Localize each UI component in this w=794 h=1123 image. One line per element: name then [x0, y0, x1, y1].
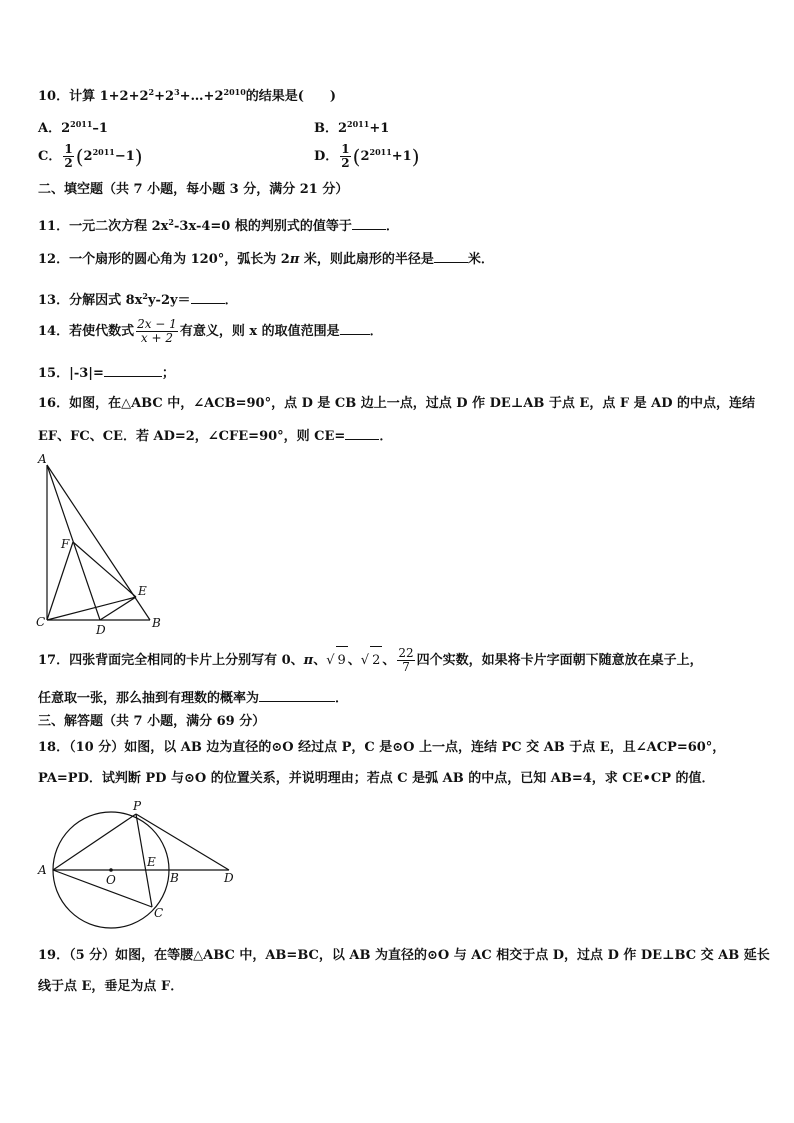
- option-label: B．: [314, 121, 338, 136]
- label-b: B: [152, 616, 161, 630]
- segment-pd: [136, 814, 229, 870]
- q10-option-c: [38, 143, 143, 170]
- section-3-heading: 三、解答题（共 7 小题，满分 69 分）: [38, 714, 266, 729]
- answer-blank: [345, 427, 379, 440]
- option-base: 2: [338, 121, 348, 136]
- segment-ab: [47, 465, 150, 620]
- option-base: 2: [61, 121, 71, 136]
- section-2-heading: 二、填空题（共 7 小题，每小题 3 分，满分 21 分）: [38, 182, 349, 197]
- label-b: B: [170, 871, 179, 885]
- paren-open: (: [75, 144, 84, 169]
- q16-text: EF、FC、CE．若 AD=2，∠CFE=90°，则 CE=: [38, 429, 346, 444]
- q17-line1: [38, 646, 703, 675]
- q15-end: ；: [161, 366, 175, 381]
- q17-end: ．: [335, 691, 349, 706]
- center-dot: [109, 868, 113, 872]
- q13-text: 13．分解因式 8x: [38, 293, 143, 308]
- exponent: 2011: [347, 119, 370, 129]
- numerator: 2x − 1: [137, 317, 177, 331]
- separator: 、: [313, 653, 327, 668]
- pi-symbol: π: [303, 653, 314, 668]
- denominator: 7: [402, 660, 410, 674]
- q10-option-d: [314, 143, 420, 170]
- sqrt-radicand: 2: [370, 646, 382, 675]
- q10-option-b: [314, 115, 389, 138]
- q19-line2: 线于点 E，垂足为点 F．: [38, 979, 184, 994]
- label-p: P: [133, 799, 142, 813]
- q11-end: ．: [385, 219, 399, 234]
- q12-text: 12．一个扇形的圆心角为 120°，弧长为 2: [38, 252, 290, 267]
- segment-ac: [53, 870, 152, 907]
- paren-open: (: [352, 144, 361, 169]
- segment-de: [100, 597, 136, 620]
- segment-fe: [73, 542, 136, 597]
- option-base: 2: [360, 149, 370, 164]
- q16-end: ．: [379, 429, 393, 444]
- q17-text: 17．四张背面完全相同的卡片上分别写有 0、: [38, 653, 304, 668]
- q13-end: ．: [224, 293, 238, 308]
- answer-blank: [259, 689, 335, 702]
- separator: 、: [347, 653, 361, 668]
- label-e: E: [147, 855, 156, 869]
- option-tail: +1: [391, 149, 412, 164]
- q16-line2: [38, 427, 392, 446]
- label-d: D: [224, 871, 234, 885]
- numerator: 1: [64, 142, 73, 156]
- sqrt-symbol: √: [360, 653, 370, 668]
- sqrt-radicand: 9: [336, 646, 348, 675]
- q18-line2: PA=PD．试判断 PD 与⊙O 的位置关系，并说明理由；若点 C 是弧 AB 的中点，已知 AB=4，求 CE•CP 的值．: [38, 771, 715, 786]
- fraction: [340, 143, 350, 170]
- q10-stem-part: 的结果是( ): [245, 89, 337, 104]
- q10-stem: [38, 83, 336, 106]
- pi-symbol: π: [289, 252, 300, 267]
- fraction: [136, 318, 178, 345]
- denominator: 2: [64, 156, 73, 170]
- paren-close: ): [411, 144, 420, 169]
- q14-end: ．: [369, 324, 383, 339]
- label-e: E: [138, 584, 147, 598]
- answer-blank: [352, 217, 386, 230]
- separator: 、: [382, 653, 396, 668]
- label-a: A: [38, 452, 47, 466]
- segment-fc: [47, 542, 73, 620]
- exponent: 2: [142, 291, 148, 301]
- sqrt-symbol: √: [326, 653, 335, 668]
- answer-blank: [191, 291, 225, 304]
- option-label: A．: [38, 121, 62, 136]
- label-c: C: [36, 615, 46, 629]
- answer-blank: [104, 364, 162, 377]
- q14-text: 14．若使代数式: [38, 324, 135, 339]
- q13-text: y-2y＝: [148, 293, 191, 308]
- exponent: 2011: [369, 147, 392, 157]
- label-c: C: [154, 906, 164, 920]
- q10-stem-part: +…+2: [179, 89, 224, 104]
- q19-line1: 19．（5 分）如图，在等腰△ABC 中，AB=BC，以 AB 为直径的⊙O 与 AC 相交于点 D，过点 D 作 DE⊥BC 交 AB 延长: [38, 948, 770, 963]
- q10-stem-part: +2: [154, 89, 175, 104]
- q16-line1: 16．如图，在△ABC 中，∠ACB=90°，点 D 是 CB 边上一点，过点 D 作 DE⊥AB 于点 E，点 F 是 AD 的中点，连结: [38, 396, 756, 411]
- fraction: [397, 647, 414, 674]
- answer-blank: [340, 322, 370, 335]
- q11: [38, 213, 399, 236]
- q11-text: 11．一元二次方程 2x: [38, 219, 169, 234]
- q17-text: 任意取一张，那么抽到有理数的概率为: [38, 691, 260, 706]
- denominator: x + 2: [140, 331, 173, 345]
- option-tail: +1: [369, 121, 390, 136]
- label-a: A: [38, 863, 47, 877]
- exponent: 3: [174, 87, 180, 97]
- q11-text: -3x-4=0 根的判别式的值等于: [174, 219, 352, 234]
- segment-ap: [53, 814, 136, 870]
- numerator: 22: [398, 646, 414, 660]
- label-d: D: [96, 623, 106, 637]
- segment-ad: [47, 465, 100, 620]
- segment-pc: [136, 814, 152, 907]
- q10-stem-part: 10．计算 1+2+2: [38, 89, 149, 104]
- option-tail: –1: [92, 121, 108, 136]
- segment-ce: [47, 597, 136, 620]
- fraction: [63, 143, 73, 170]
- numerator: 1: [341, 142, 350, 156]
- q18-line1: 18．（10 分）如图，以 AB 边为直径的⊙O 经过点 P，C 是⊙O 上一点，连结 PC 交 AB 于点 E，且∠ACP=60°，: [38, 740, 726, 755]
- option-label: C．: [38, 149, 62, 164]
- q15: [38, 364, 175, 383]
- circle-o: [53, 812, 169, 928]
- q17-text: 四个实数，如果将卡片字面朝下随意放在桌子上，: [416, 653, 703, 668]
- q13: [38, 287, 238, 310]
- exponent: 2011: [70, 119, 93, 129]
- q17-line2: [38, 689, 348, 708]
- exponent: 2: [148, 87, 155, 97]
- label-f: F: [61, 537, 70, 551]
- q12-end: 米．: [467, 252, 494, 267]
- answer-blank: [434, 250, 468, 263]
- option-label: D．: [314, 149, 339, 164]
- exponent: 2: [168, 217, 174, 227]
- q14: [38, 318, 383, 346]
- q12: [38, 250, 494, 269]
- q14-text: 有意义，则 x 的取值范围是: [179, 324, 340, 339]
- option-base: 2: [83, 149, 93, 164]
- label-o: O: [106, 873, 116, 887]
- option-tail: −1: [114, 149, 135, 164]
- paren-close: ): [134, 144, 143, 169]
- exponent: 2010: [223, 87, 246, 97]
- q10-option-a: [38, 115, 108, 138]
- q15-text: 15．|-3|=: [38, 366, 104, 381]
- exponent: 2011: [92, 147, 115, 157]
- denominator: 2: [341, 156, 350, 170]
- q12-text: 米，则此扇形的半径是: [299, 252, 434, 267]
